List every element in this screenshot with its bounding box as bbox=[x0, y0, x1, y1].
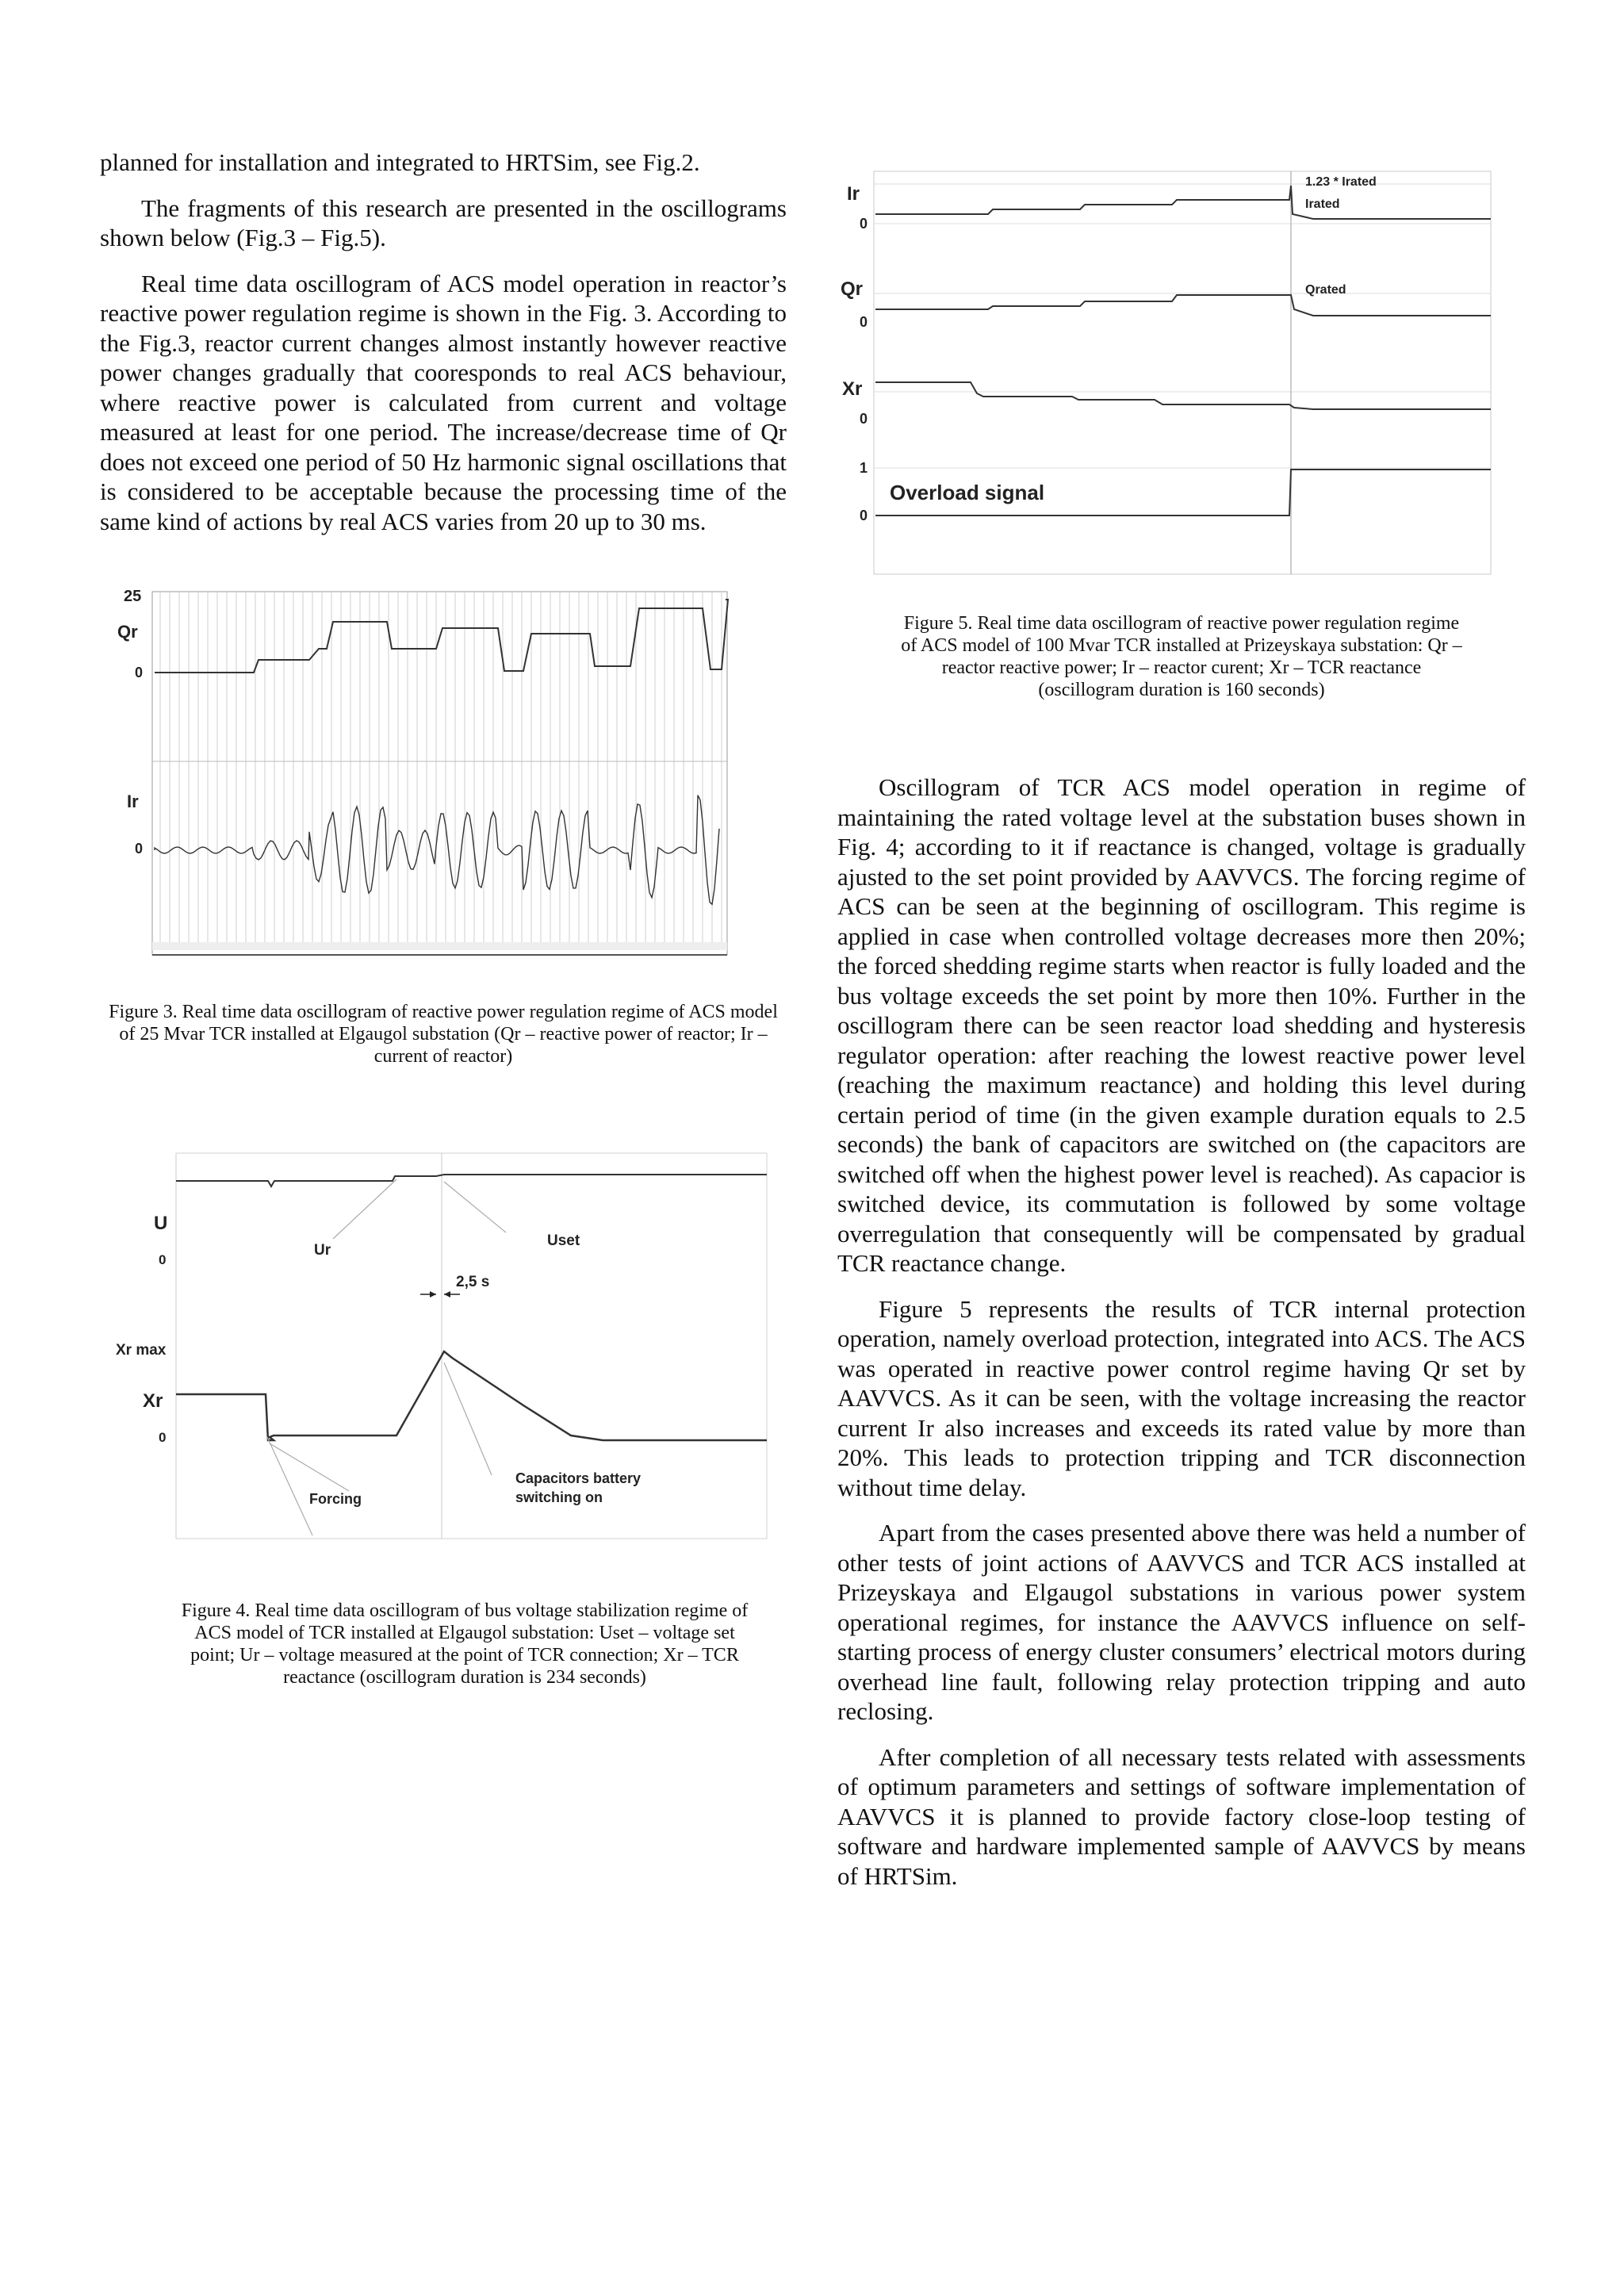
figure-3-ir-label: Ir bbox=[127, 792, 139, 811]
figure-5-irated-label: Irated bbox=[1305, 197, 1340, 211]
figure-3-ir-zero: 0 bbox=[135, 841, 144, 857]
figure-5-caption: Figure 5. Real time data oscillogram of reactive power regulation regime of ACS model of 100 Mvar TCR installed at Prizeyskaya substation: Qr – reactor reactive power; Ir – reactor curent; Xr – TCR reactance (oscillogram duration is 160 seconds) bbox=[901, 613, 1462, 700]
figure-5-qrated-label: Qrated bbox=[1305, 283, 1346, 297]
figure-3-caption: Figure 3. Real time data oscillogram of reactive power regulation regime of ACS model of 25 Mvar TCR installed at Elgaugol substation (Qr – reactive power of reactor; Ir – current of reactor) bbox=[109, 1002, 778, 1067]
figure-5-irated-mult-label: 1.23 * Irated bbox=[1305, 175, 1377, 189]
figure-4-capacitors-label-2: switching on bbox=[515, 1489, 603, 1505]
figure-5-qr-zero: 0 bbox=[860, 314, 868, 330]
figure-5-oscillogram bbox=[837, 168, 1503, 581]
paragraph-future-testing: After completion of all necessary tests related with assessments of optimum parameters and settings of software implementation of AAVVCS it is planned to provide factory close-loop testing of software and hardware implemented sample of AAVVCS by means of HRTSim. bbox=[837, 1742, 1526, 1890]
paragraph-continuation: planned for installation and integrated to HRTSim, see Fig.2. bbox=[100, 148, 700, 176]
figure-4-xr-label: Xr bbox=[143, 1390, 163, 1412]
figure-4-xr-zero: 0 bbox=[159, 1430, 167, 1445]
figure-4-oscillogram bbox=[111, 1150, 769, 1547]
figure-5-qr-label: Qr bbox=[841, 278, 864, 300]
figure-4-xrmax-label: Xr max bbox=[116, 1342, 167, 1359]
figure-5-one-label: 1 bbox=[860, 460, 868, 476]
figure-4-delay-label: 2,5 s bbox=[456, 1274, 490, 1290]
paragraph-fragments: The fragments of this research are presented in the oscillograms shown below (Fig.3 – Fig.5). bbox=[100, 194, 787, 251]
paragraph-fig5-description: Figure 5 represents the results of TCR internal protection operation, namely overload protection, integrated into ACS. The ACS was operated in reactive power control regime having Qr set by AAVVCS. As it can be seen, with the voltage increasing the reactor current Ir also increases and exceeds its rated value by more than 20%. This leads to protection tripping and TCR disconnection without time delay. bbox=[837, 1294, 1526, 1501]
figure-3-qr-label: Qr bbox=[117, 622, 138, 642]
figure-3-qr-zero: 0 bbox=[135, 665, 144, 680]
right-column-text bbox=[837, 772, 1526, 1907]
figure-4-u-label: U bbox=[154, 1213, 168, 1234]
paragraph-fig4-description: Oscillogram of TCR ACS model operation in regime of maintaining the rated voltage level at the substation buses shown in Fig. 4; according to it if reactance is changed, voltage is gradually ajusted to the set point provided by AAVVCS. The forcing regime of ACS can be seen at the beginning of oscillogram. This regime is applied in case when controlled voltage decreases more then 20%; the forced shedding regime starts when reactor is fully loaded and the bus voltage exceeds the set point by more then 10%. Further in the oscillogram there can be seen reactor load shedding and hysteresis regulator operation: after reaching the lowest reactive power level (reaching the maximum reactance) and holding this level during certain period of time (in the given example duration equals to 2.5 seconds) the bank of capacitors are switched on (the capacitors are switched off when the highest power level is reached). As capacior is switched device, its commutation is followed by some voltage overregulation that consequently will be compensated by gradual TCR reactance change. bbox=[837, 773, 1526, 1277]
figure-4-capacitors-label-1: Capacitors battery bbox=[515, 1470, 642, 1486]
figure-3-ytop-label: 25 bbox=[124, 588, 142, 605]
paragraph-fig3-description: Real time data oscillogram of ACS model operation in reactor’s reactive power regulation regime is shown in the Fig. 3. According to the Fig.3, reactor current changes almost instantly however reactive power changes gradually that cooresponds to real ACS behaviour, where reactive power is calculated from current and voltage measured at least for one period. The increase/decrease time of Qr does not exceed one period of 50 Hz harmonic signal oscillations that is considered to be acceptable because the processing time of the same kind of actions by real ACS varies from 20 up to 30 ms. bbox=[100, 269, 787, 535]
figure-4-u-zero: 0 bbox=[159, 1252, 167, 1267]
figure-3-oscillogram bbox=[111, 582, 737, 963]
figure-5-xr-label: Xr bbox=[842, 378, 863, 400]
figure-5-signal-zero: 0 bbox=[860, 508, 868, 523]
figure-5-ir-zero: 0 bbox=[860, 216, 868, 232]
left-column-text bbox=[100, 148, 787, 552]
figure-5-xr-zero: 0 bbox=[860, 411, 868, 427]
figure-5-ir-label: Ir bbox=[847, 183, 860, 205]
figure-5-overload-label: Overload signal bbox=[890, 481, 1045, 504]
figure-4-uset-label: Uset bbox=[547, 1232, 580, 1249]
figure-4-forcing-label: Forcing bbox=[309, 1491, 362, 1507]
figure-4-caption: Figure 4. Real time data oscillogram of bus voltage stabilization regime of ACS model of TCR installed at Elgaugol substation: Uset – voltage set point; Ur – voltage measured at the point of TCR connection; Xr – TCR reactance (oscillogram duration is 234 seconds) bbox=[181, 1600, 749, 1688]
figure-4-ur-label: Ur bbox=[314, 1242, 331, 1259]
paragraph-other-tests: Apart from the cases presented above there was held a number of other tests of joint actions of AAVVCS and TCR ACS installed at Prizeyskaya and Elgaugol substations in various power system operational regimes, for instance the AAVVCS influence on self-starting process of energy cluster consumers’ electrical motors during overhead line fault, following relay protection tripping and auto reclosing. bbox=[837, 1519, 1526, 1725]
